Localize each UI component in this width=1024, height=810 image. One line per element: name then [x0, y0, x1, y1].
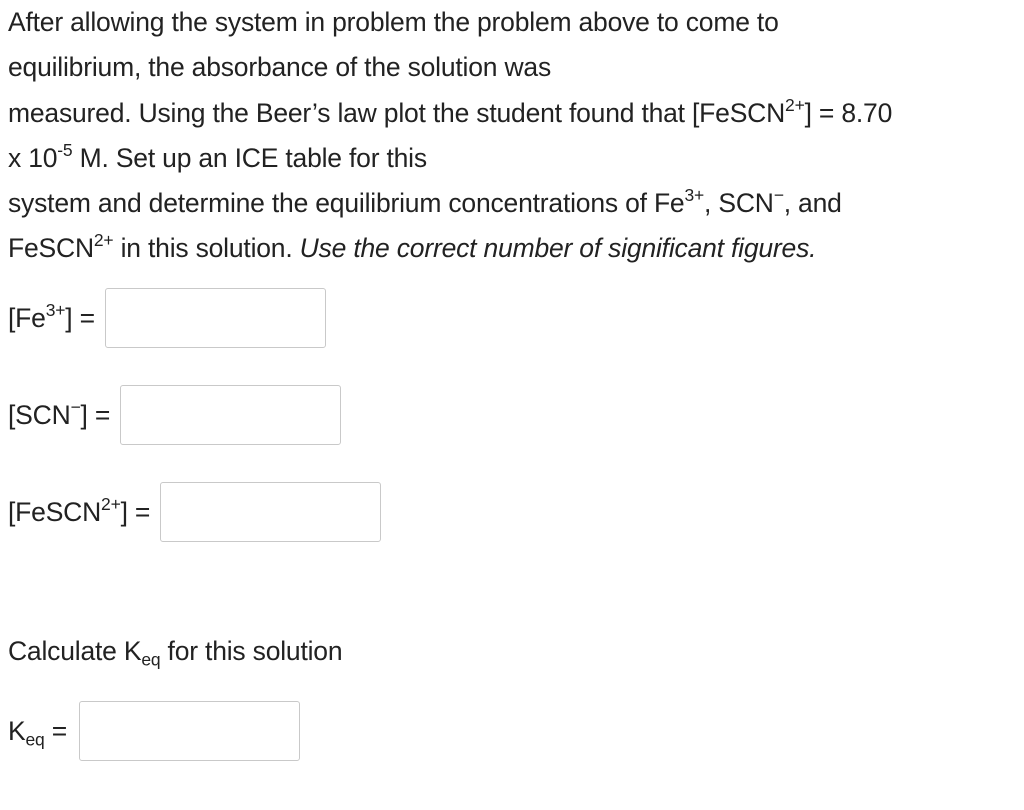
keq-label — [8, 715, 67, 750]
keq-answer-row — [8, 701, 300, 761]
scn-label-close: ] = — [80, 399, 111, 430]
question-text — [8, 0, 1018, 272]
fescn-charge-superscript-2: 2+ — [93, 230, 114, 251]
fescn-label-charge: 2+ — [101, 493, 121, 514]
question-line-5 — [8, 181, 1018, 226]
scn-label-open: [SCN — [8, 399, 71, 430]
question-line-6-species: FeSCN — [8, 233, 94, 264]
fe3-label-charge: 3+ — [45, 299, 66, 320]
question-line-5-end: , and — [783, 188, 842, 219]
fe-charge-superscript: 3+ — [684, 185, 705, 206]
fe3-label-open: [Fe — [8, 302, 46, 333]
question-line-3-text: measured. Using the Beer’s law plot the student found that [FeSCN — [8, 97, 786, 128]
fescn-label-open: [FeSCN — [8, 496, 102, 527]
question-line-4 — [8, 136, 1018, 181]
fescn-label — [8, 493, 151, 528]
keq-heading — [8, 636, 343, 670]
keq-label-main: K — [8, 715, 26, 746]
scn-input[interactable] — [120, 385, 341, 445]
question-line-4-text: x 10 — [8, 142, 58, 173]
fescn-answer-row — [8, 482, 381, 542]
scn-charge-superscript: − — [773, 185, 784, 206]
keq-input[interactable] — [79, 701, 300, 761]
scn-label — [8, 396, 111, 431]
sig-fig-instruction: Use the correct number of significant figures. — [299, 233, 817, 264]
fescn-charge-superscript: 2+ — [785, 94, 805, 115]
question-line-6 — [8, 226, 1018, 271]
question-line-5-mid: , SCN — [704, 188, 774, 219]
fe3-label-close: ] = — [65, 302, 95, 333]
scn-answer-row — [8, 385, 341, 445]
keq-heading-pre: Calculate K — [8, 636, 142, 666]
question-line-3-end: ] = 8.70 — [804, 97, 893, 128]
fe3-answer-row — [8, 288, 326, 348]
question-line-5-text: system and determine the equilibrium concentrations of Fe — [8, 188, 685, 219]
fe3-input[interactable] — [105, 288, 326, 348]
keq-label-subscript: eq — [25, 729, 45, 750]
fe3-label — [8, 299, 95, 334]
question-line-3 — [8, 91, 1018, 136]
fescn-input[interactable] — [160, 482, 381, 542]
keq-label-equals: = — [44, 715, 67, 746]
question-line-1: After allowing the system in problem the problem above to come to — [8, 7, 779, 37]
question-line-6-text: in this solution. — [113, 233, 300, 264]
keq-heading-post: for this solution — [160, 636, 343, 666]
scn-label-charge: − — [70, 396, 81, 417]
question-line-2: equilibrium, the absorbance of the solution was — [8, 52, 552, 83]
fescn-label-close: ] = — [120, 496, 151, 527]
exponent-superscript: -5 — [57, 140, 73, 161]
question-line-4-end: M. Set up an ICE table for this — [72, 142, 427, 173]
keq-heading-subscript: eq — [141, 649, 161, 670]
